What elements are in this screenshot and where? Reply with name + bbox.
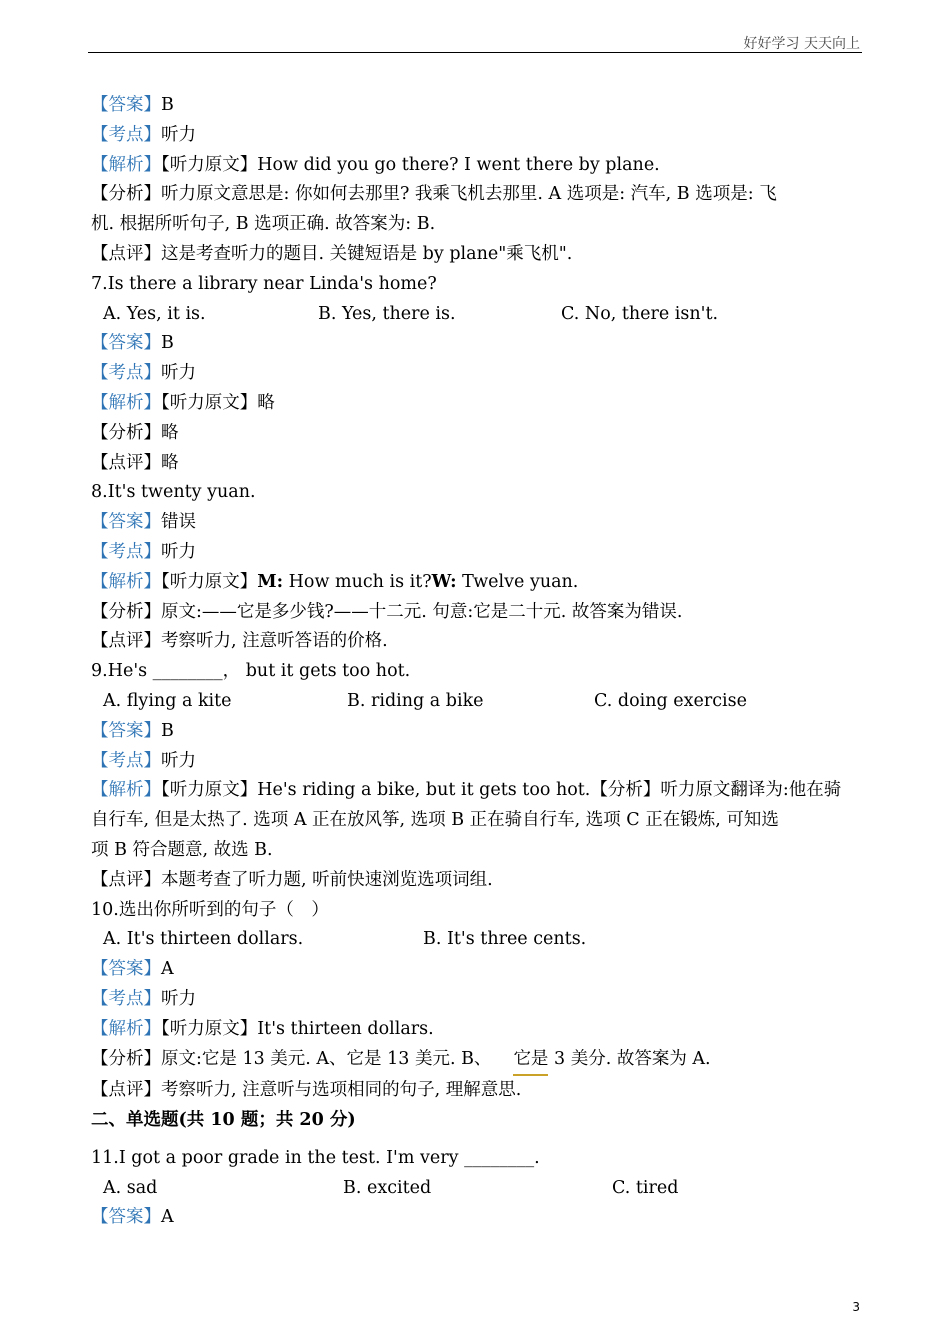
q9-explain-cont2: 项 B 符合题意, 故选 B. — [91, 839, 273, 860]
q10-comment: 【点评】考察听力, 注意听与选项相同的句子, 理解意思. — [91, 1080, 522, 1101]
q6-answer: 【答案】B — [91, 95, 174, 115]
q7-option-c: C. No, there isn't. — [561, 303, 719, 324]
spacer — [91, 1136, 856, 1144]
q9-explain-cont: 自行车, 但是太热了. 选项 A 正在放风筝, 选项 B 正在骑自行车, 选项 C 正在锻炼, 可知选 — [91, 810, 779, 831]
q7-answer: 【答案】B — [91, 333, 174, 354]
q9-point: 【考点】听力 — [91, 750, 196, 771]
q8-point: 【考点】听力 — [91, 541, 196, 562]
q7-explain: 【解析】【听力原文】略 — [91, 392, 275, 413]
answer-label: 【答案】 — [91, 95, 161, 115]
q8-explain: 【解析】【听力原文】M: How much is it?W: Twelve yuan. — [91, 571, 579, 592]
q9-option-b: B. riding a bike — [347, 690, 484, 711]
q7-analysis: 【分析】略 — [91, 422, 179, 443]
q7-options — [91, 300, 856, 330]
q6-analysis-cont: 机. 根据所听句子, B 选项正确. 故答案为: B. — [91, 214, 436, 235]
q9-comment: 【点评】本题考查了听力题, 听前快速浏览选项词组. — [91, 869, 493, 890]
q8-comment: 【点评】考察听力, 注意听答语的价格. — [91, 631, 388, 652]
q10-answer: 【答案】A — [91, 959, 174, 980]
q9-question: 9.He's ________， but it gets too hot. — [91, 661, 411, 682]
q6-explain: 【解析】【听力原文】How did you go there? I went there by plane. — [91, 154, 660, 175]
section-title: 二、单选题(共 10 题；共 20 分) — [91, 1110, 356, 1131]
q10-question: 10.选出你所听到的句子（ ） — [91, 899, 329, 920]
q10-options — [91, 925, 856, 955]
q7-point: 【考点】听力 — [91, 363, 196, 384]
q8-answer: 【答案】错误 — [91, 512, 196, 533]
q7-option-b: B. Yes, there is. — [318, 303, 456, 324]
document-body — [91, 91, 856, 1233]
q11-question: 11.I got a poor grade in the test. I'm very ________. — [91, 1147, 540, 1168]
q8-analysis: 【分析】原文:——它是多少钱?——十二元. 句意:它是二十元. 故答案为错误. — [91, 601, 683, 622]
highlight-mark: 它是 — [513, 1045, 548, 1077]
q10-explain: 【解析】【听力原文】It's thirteen dollars. — [91, 1018, 434, 1039]
q9-option-c: C. doing exercise — [594, 690, 747, 711]
q9-answer: 【答案】B — [91, 720, 174, 741]
page-header: 好好学习 天天向上 — [743, 36, 860, 52]
q9-explain: 【解析】【听力原文】He's riding a bike, but it gets too hot.【分析】听力原文翻译为:他在骑 — [91, 780, 842, 801]
q6-analysis: 【分析】听力原文意思是: 你如何去那里? 我乘飞机去那里. A 选项是: 汽车, B 选项是: 飞 — [91, 184, 777, 205]
header-divider — [88, 52, 862, 53]
q10-option-b: B. It's three cents. — [423, 929, 587, 950]
q11-options — [91, 1174, 856, 1204]
q9-options — [91, 687, 856, 717]
q11-option-c: C. tired — [612, 1177, 679, 1198]
page-number: 3 — [852, 1300, 860, 1314]
explain-label: 【解析】 — [91, 154, 161, 175]
q6-comment: 【点评】这是考查听力的题目. 关键短语是 by plane"乘飞机". — [91, 243, 573, 264]
point-label: 【考点】 — [91, 124, 161, 145]
q7-option-a: A. Yes, it is. — [103, 303, 206, 324]
q7-comment: 【点评】略 — [91, 452, 179, 473]
q8-question: 8.It's twenty yuan. — [91, 482, 256, 503]
q11-answer: 【答案】A — [91, 1207, 174, 1228]
q6-point: 【考点】听力 — [91, 124, 196, 145]
q10-point: 【考点】听力 — [91, 988, 196, 1009]
q7-question: 7.Is there a library near Linda's home? — [91, 273, 437, 294]
q10-option-a: A. It's thirteen dollars. — [103, 929, 304, 950]
q11-option-a: A. sad — [103, 1177, 158, 1198]
q9-option-a: A. flying a kite — [103, 690, 232, 711]
q10-analysis: 【分析】原文:它是 13 美元. A、它是 13 美元. B、 它是 3 美分. 故答案为 A. — [91, 1045, 856, 1077]
q11-option-b: B. excited — [343, 1177, 432, 1198]
